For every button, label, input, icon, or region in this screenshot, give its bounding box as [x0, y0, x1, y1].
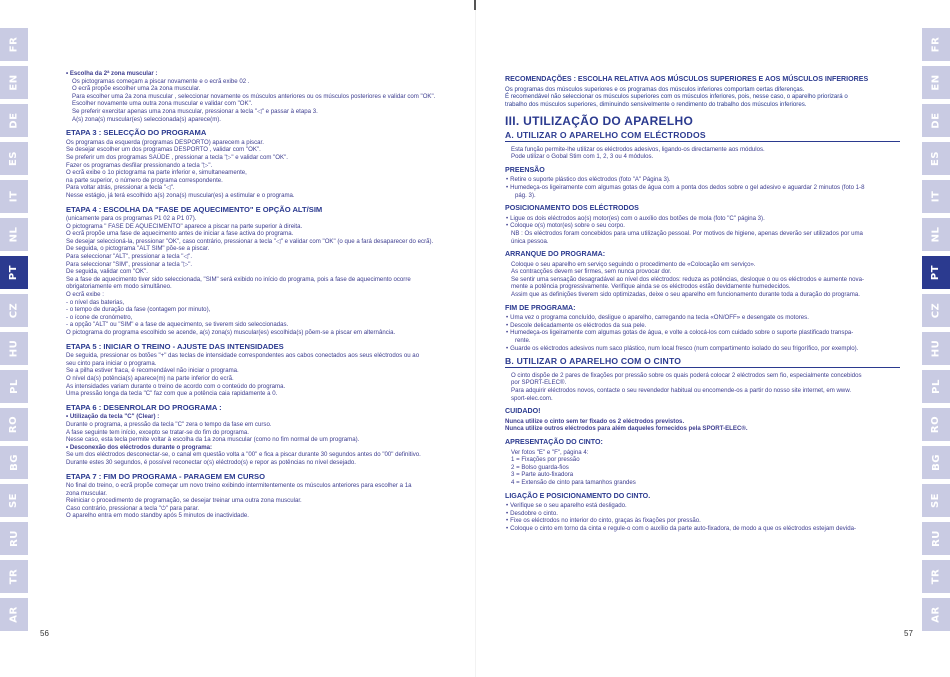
text-line: - o ícone de cronómetro,: [66, 313, 133, 321]
section-title: A. UTILIZAR O APARELHO COM ELÉCTRODOS: [505, 132, 900, 142]
text-line: zona muscular.: [66, 489, 107, 497]
text-line: A fase seguinte tem início, excepto se tratar-se do fim do programa.: [66, 428, 249, 436]
text-line: Para adquirir eléctrodos novos, contacte o seu revendedor habitual ou encomende-os a partir do nosso site internet, em www.: [511, 387, 852, 394]
language-tab-se[interactable]: [922, 484, 950, 517]
text-line: Coloque o seu aparelho em serviço seguindo o procedimento de «Colocação em serviço».: [511, 260, 756, 268]
language-tab-en[interactable]: [922, 66, 950, 99]
language-tab-label: ES: [930, 150, 942, 167]
language-tab-label: TR: [930, 568, 942, 585]
section-heading: ETAPA 7 : FIM DO PROGRAMA - PARAGEM EM CURSO: [66, 471, 265, 481]
bullet-item: • Verifique se o seu aparelho está desligado.: [505, 502, 900, 510]
bullet-item: • Coloque o(s) motor(es) sobre o seu corpo.: [505, 222, 900, 230]
text-line: Escolher novamente uma outra zona muscular e validar com "OK".: [72, 100, 253, 108]
bullet-item: • Desdobre o cinto.: [505, 510, 900, 518]
text-line: mente a potência progressivamente. Verifique ainda se os eléctrodos estão devidamente humedecidos.: [511, 283, 791, 291]
text-line: O ecrã exibe :: [66, 291, 104, 299]
text-line: - a opção "ALT" ou "SIM" e a fase de aquecimento, se tiverem sido seleccionadas.: [66, 321, 289, 329]
text-line: Durante estes 30 segundos, é possível reconectar o(s) eléctrodo(s) e repor as potências no nível desejado.: [66, 458, 356, 466]
text-line: 4 = Extensão de cinto para tamanhos grandes: [511, 478, 636, 486]
language-tab-label: EN: [930, 74, 942, 91]
language-tab-label: RO: [930, 415, 942, 434]
language-tab-label: HU: [8, 339, 20, 358]
page-number-right: 57: [904, 629, 913, 638]
text-line: O ecrã exibe o 1o pictograma na parte inferior e, simultaneamente,: [66, 169, 247, 177]
section-heading: ETAPA 4 : ESCOLHA DA "FASE DE AQUECIMENTO" E OPÇÃO ALT/SIM: [66, 204, 323, 214]
language-tab-label: FR: [8, 36, 20, 53]
language-tab-hu[interactable]: [0, 332, 28, 365]
text-line: As contracções devem ser firmes, sem nunca provocar dor.: [511, 268, 672, 276]
text-line: Se desejar seleccioná-la, pressionar "OK", caso contrário, pressionar a tecla "◁" e validar com "OK" (o que a fará desaparecer do ecrã).: [66, 237, 434, 245]
text-line: De seguida, pressionar os botões "+" das teclas de intensidade correspondentes aos cabos conectados aos seus eléctrodos ou ao: [66, 352, 420, 360]
section-heading: POSICIONAMENTO DOS ELÉCTRODOS: [505, 204, 639, 213]
sub-heading: • Desconexão dos eléctrodos durante o programa:: [66, 443, 213, 451]
language-tab-pt[interactable]: [922, 256, 950, 289]
language-tab-fr[interactable]: [0, 28, 28, 61]
recommendation-text: trabalho dos músculos superiores, diminuindo sensivelmente o rendimento do trabalho dos músculos inferiores.: [505, 100, 807, 108]
text-line: Se desejar escolher um dos programas DESPORTO , validar com "OK".: [66, 146, 261, 154]
language-tab-bg[interactable]: [922, 446, 950, 479]
recommendation-text: Os programas dos músculos superiores e os programas dos músculos inferiores comportam certas diferenças.: [505, 85, 805, 93]
bullet-item: • Guarde os eléctrodos adesivos num saco plástico, num local fresco (num compartimento isolado do seu frigorífico, por exemplo).: [505, 345, 900, 353]
language-tab-label: BG: [930, 454, 942, 471]
text-line: Para seleccionar "SIM", pressionar a tecla "▷".: [66, 260, 193, 268]
language-tab-label: SE: [8, 492, 20, 509]
language-tab-de[interactable]: [922, 104, 950, 137]
warning-text: Nunca utilize outros eléctrodos para além daqueles fornecidos pela SPORT-ELEC®.: [505, 425, 748, 433]
text-line: O ecrã propõe escolher uma 2a zona muscular.: [72, 85, 201, 93]
bullet-item: • Coloque o cinto em torno da cinta e regule-o com o auxílio da parte auto-fixadora, de modo a que os eléctrodos estejam devida-: [505, 525, 900, 533]
language-tab-label: DE: [930, 112, 942, 129]
text-line: por SPORT-ELEC®.: [511, 379, 567, 387]
text-line: Caso contrário, pressionar a tecla "⏻" para parar.: [66, 504, 200, 512]
language-tab-ar[interactable]: [922, 598, 950, 631]
language-tab-ro[interactable]: [0, 408, 28, 441]
text-line: obrigatoriamente em modo simultâneo.: [66, 283, 172, 291]
language-tab-label: PT: [930, 264, 942, 281]
crop-mark: [475, 0, 476, 10]
language-tab-pl[interactable]: [922, 370, 950, 403]
language-tab-label: PL: [8, 379, 20, 394]
section-heading: ETAPA 3 : SELECÇÃO DO PROGRAMA: [66, 128, 207, 138]
text-line: única pessoa.: [511, 237, 549, 245]
chapter-title: III. UTILIZAÇÃO DO APARELHO: [505, 114, 694, 129]
text-line: 2 = Bolso guarda-fios: [511, 463, 569, 471]
language-tab-label: NL: [8, 226, 20, 243]
language-tab-label: RU: [930, 530, 942, 547]
section-heading: FIM DE PROGRAMA:: [505, 303, 576, 312]
language-tab-bg[interactable]: [0, 446, 28, 479]
sub-heading: • Utilização da tecla "C" (Clear) :: [66, 413, 160, 421]
text-line: Ver fotos "E" e "F", página 4:: [511, 448, 589, 456]
text-line: Nesse caso, esta tecla permite voltar à escolha da 1a zona muscular (como no fim normal de um programa).: [66, 436, 360, 444]
bullet-item: • Humedeça-os ligeiramente com algumas gotas de água com a ponta dos dedos sobre o gel adesivo e aguardar 2 minutos (foto 1-8: [505, 184, 900, 192]
page-number-left: 56: [40, 629, 49, 638]
right-page: [475, 0, 950, 677]
text-line: 1 = Fixações por pressão: [511, 456, 580, 464]
language-tab-label: AR: [8, 606, 20, 623]
language-sidebar-right: [922, 28, 950, 636]
section-heading: ARRANQUE DO PROGRAMA:: [505, 250, 606, 259]
warning-text: Nunca utilize o cinto sem ter fixado os 2 eléctrodos previstos.: [505, 417, 685, 425]
language-tab-label: CZ: [930, 302, 942, 319]
recommendation-text: É recomendável não seleccionar os músculos superiores com os músculos inferiores, pois, nesse caso, o aparelho priorizará o: [505, 93, 848, 101]
bullet-item: • Fixe os eléctrodos no interior do cinto, graças às fixações por pressão.: [505, 517, 900, 525]
section-heading: ETAPA 6 : DESENROLAR DO PROGRAMA :: [66, 402, 222, 412]
text-line: Se um dos eléctrodos desconectar-se, o canal em questão volta a "00" e fica a piscar durante 30 segundos antes do "00" definitivo.: [66, 451, 421, 459]
text-line: - o nível das baterias,: [66, 298, 125, 306]
text-line: Pode utilizar o Gobal Stim com 1, 2, 3 ou 4 módulos.: [511, 153, 654, 161]
language-tab-pl[interactable]: [0, 370, 28, 403]
text-line: As intensidades variam durante o treino de acordo com o conteúdo do programa.: [66, 382, 286, 390]
language-tab-label: PL: [930, 379, 942, 394]
text-line: De seguida, o pictograma "ALT SIM" põe-se a piscar.: [66, 245, 210, 253]
text-line: sport-elec.com.: [511, 394, 553, 402]
bullet-item: • Ligue os dois eléctrodos ao(s) motor(es) com o auxílio dos botões de mola (foto "C" página 3).: [505, 215, 900, 223]
text-line: Fazer os programas desfilar pressionando a tecla "▷".: [66, 161, 213, 169]
language-tab-tr[interactable]: [922, 560, 950, 593]
language-tab-label: CZ: [8, 302, 20, 319]
section-heading: APRESENTAÇÃO DO CINTO:: [505, 437, 603, 446]
language-tab-en[interactable]: [0, 66, 28, 99]
text-line: Se preferir um dos programas SAÚDE , pressionar a tecla "▷" e validar com "OK".: [66, 153, 288, 161]
text-line: 3 = Parte auto-fixadora: [511, 471, 574, 479]
text-line: Para seleccionar "ALT", pressionar a tecla "◁".: [66, 253, 193, 261]
section-heading: PREENSÃO: [505, 165, 545, 174]
text-line: No final do treino, o ecrã propõe começar um novo treino exibindo intermitentemente os músculos anteriores para escolher a 1a: [66, 482, 412, 490]
language-tab-label: TR: [8, 568, 20, 585]
language-tab-ru[interactable]: [0, 522, 28, 555]
text-line: seu cinto para iniciar o programa.: [66, 359, 157, 367]
text-line: O ecrã propõe uma fase de aquecimento antes de iniciar a fase activa do programa.: [66, 230, 294, 238]
language-tab-es[interactable]: [922, 142, 950, 175]
language-tab-cz[interactable]: [922, 294, 950, 327]
left-page-content: [66, 70, 446, 520]
language-tab-label: NL: [930, 226, 942, 243]
language-tab-de[interactable]: [0, 104, 28, 137]
recommendation-heading: RECOMENDAÇÕES : ESCOLHA RELATIVA AOS MÚSCULOS SUPERIORES E AOS MÚSCULOS INFERIORES: [505, 75, 869, 83]
language-tab-it[interactable]: [922, 180, 950, 213]
text-line: O cinto dispõe de 2 pares de fixações por pressão sobre os quais poderá colocar 2 eléctrodos sem fio, especialmente concebidos: [511, 371, 862, 379]
text-line: Esta função permite-lhe utilizar os eléctrodos adesivos, ligando-os directamente aos módulos.: [511, 145, 765, 153]
language-tab-ar[interactable]: [0, 598, 28, 631]
language-tab-nl[interactable]: [0, 218, 28, 251]
text-line: De seguida, validar com "OK".: [66, 268, 148, 276]
text-line: Reiniciar o procedimento de programação, se desejar treinar uma outra zona muscular.: [66, 497, 302, 505]
text-line: Os pictogramas começam a piscar novamente e o ecrã exibe 02 .: [72, 77, 250, 85]
text-line: Uma pressão longa da tecla "C" faz com que a potência caia rapidamente a 0.: [66, 390, 278, 398]
language-tab-ro[interactable]: [922, 408, 950, 441]
text-line: Se preferir exercitar apenas uma zona muscular, pressionar a tecla "◁" e passar à etapa 3.: [72, 107, 318, 115]
language-sidebar-left: [0, 28, 28, 636]
text-line: Para escolher uma 2a zona muscular , seleccionar novamente os músculos anteriores ou os músculos posteriores e validar com "OK".: [72, 92, 436, 100]
bullet-item: • Retire o suporte plástico dos eléctrodos (foto "A" Página 3).: [505, 176, 900, 184]
language-tab-label: PT: [8, 264, 20, 281]
text-line: Durante o programa, a pressão da tecla "C" zera o tempo da fase em curso.: [66, 420, 272, 428]
language-tab-it[interactable]: [0, 180, 28, 213]
text-line: - o tempo de duração da fase (contagem por minuto),: [66, 306, 211, 314]
bullet-item-continued: pág. 3).: [515, 191, 536, 199]
language-tab-label: RO: [8, 415, 20, 434]
language-tab-pt[interactable]: [0, 256, 28, 289]
language-tab-label: EN: [8, 74, 20, 91]
text-line: Para voltar atrás, pressionar a tecla "◁".: [66, 184, 175, 192]
text-line: Se a fase de aquecimento tiver sido seleccionada, "SIM" será exibido no início do programa, pois a fase de aquecimento ocorre: [66, 275, 411, 283]
language-tab-tr[interactable]: [0, 560, 28, 593]
text-line: A(s) zona(s) muscular(es) seleccionada(s) aparece(m).: [72, 115, 222, 123]
text-line: O aparelho entra em modo standby após 5 minutos de inactividade.: [66, 512, 249, 520]
language-tab-label: ES: [8, 150, 20, 167]
language-tab-label: IT: [8, 190, 20, 203]
section-title: B. UTILIZAR O APARELHO COM O CINTO: [505, 358, 900, 368]
language-tab-label: FR: [930, 36, 942, 53]
section-heading: LIGAÇÃO E POSICIONAMENTO DO CINTO.: [505, 491, 651, 500]
language-tab-label: SE: [930, 492, 942, 509]
language-tab-label: RU: [8, 530, 20, 547]
section-heading: CUIDADO!: [505, 407, 541, 416]
sub-heading: • Escolha da 2ª zona muscular :: [66, 70, 158, 77]
text-line: O pictograma do programa escolhido se acende, a(s) zona(s) muscular(es) escolhida(s) põem-se a piscar em alternância.: [66, 329, 396, 336]
language-tab-cz[interactable]: [0, 294, 28, 327]
text-line: Assim que as definições tiverem sido optimizadas, deixe o seu aparelho em funcionamento durante toda a duração do programa.: [511, 291, 860, 299]
text-line: Se sentir uma sensação desagradável ao nível dos eléctrodos: reduza as potências, desloque o ou os eléctrodos e aumente nova-: [511, 275, 864, 283]
language-tab-label: AR: [930, 606, 942, 623]
language-tab-fr[interactable]: [922, 28, 950, 61]
bullet-item-continued: rente.: [515, 337, 531, 345]
text-line: O pictograma " FASE DE AQUECIMENTO" aparece a piscar na parte superior à direita.: [66, 222, 303, 230]
bullet-item: • Uma vez o programa concluído, desligue o aparelho, carregando na tecla «ON/OFF» e desengate os motores.: [505, 314, 900, 322]
language-tab-se[interactable]: [0, 484, 28, 517]
section-heading: ETAPA 5 : INICIAR O TREINO - AJUSTE DAS INTENSIDADES: [66, 341, 284, 351]
bullet-item: • Humedeça-os ligeiramente com algumas gotas de água, e volte a colocá-los com cuidado sobre o suporte plastificado transpa-: [505, 329, 900, 337]
text-line: O nível da(s) potência(s) aparece(m) na parte inferior do ecrã.: [66, 374, 234, 382]
bullet-item: • Descole delicadamente os eléctrodos da sua pele.: [505, 322, 900, 330]
text-line: Nesse estágio, já terá escolhido a(s) zona(s) muscular(es) a estimular e o programa.: [66, 191, 295, 199]
right-page-content: [505, 70, 900, 533]
text-line: NB : Os eléctrodos foram concebidos para uma utilização pessoal. Por motivos de higiene, apenas deverão ser utilizados por uma: [511, 229, 863, 237]
language-tab-hu[interactable]: [922, 332, 950, 365]
language-tab-nl[interactable]: [922, 218, 950, 251]
language-tab-label: DE: [8, 112, 20, 129]
text-line: Se a pilha estiver fraca, é recomendável não iniciar o programa.: [66, 367, 239, 375]
language-tab-es[interactable]: [0, 142, 28, 175]
language-tab-label: IT: [930, 190, 942, 203]
language-tab-ru[interactable]: [922, 522, 950, 555]
language-tab-label: BG: [8, 454, 20, 471]
text-line: na parte superior, o número de programa correspondente.: [66, 176, 223, 184]
text-line: (unicamente para os programas P1 02 a P1 07).: [66, 215, 197, 223]
language-tab-label: HU: [930, 339, 942, 358]
text-line: Os programas da esquerda (programas DESPORTO) aparecem a piscar.: [66, 138, 264, 146]
